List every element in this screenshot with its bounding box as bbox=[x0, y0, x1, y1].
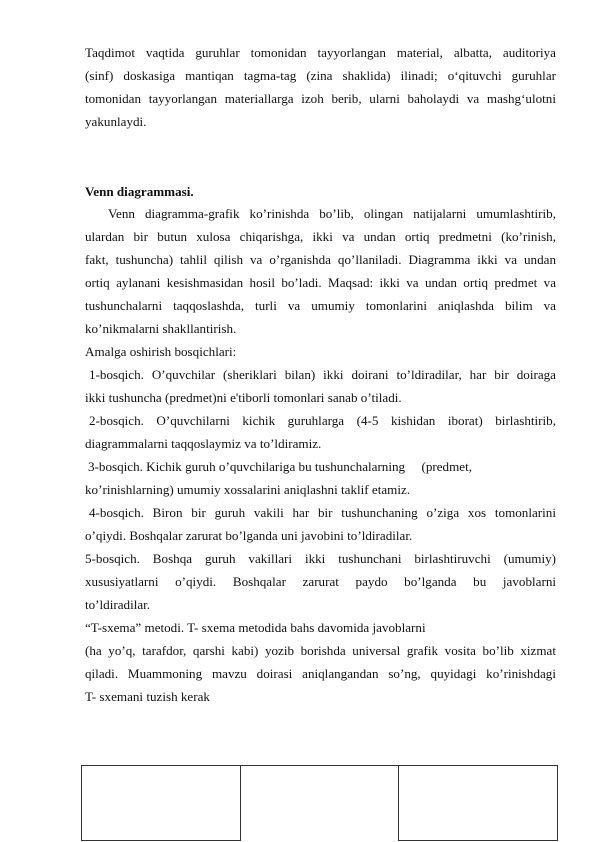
table-bottom-right-border bbox=[398, 840, 557, 841]
step1-line-1: 1-bosqich. O’quvchilar (sheriklari bilan) ikki doirani to’ldiradilar, har bir doiraga bbox=[89, 367, 556, 382]
intro-line-4: yakunlaydi. bbox=[85, 114, 147, 129]
step3-line-2: ko’rinishlarning) umumiy xossalarini aniqlashni taklif etamiz. bbox=[85, 482, 411, 497]
table-divider-right bbox=[398, 766, 399, 841]
step5-line-2: xususiyatlarni o’qiydi. Boshqalar zarurat paydo bo’lganda bu javoblarni bbox=[85, 574, 556, 589]
venn-line-6: ko’nikmalarni shakllantirish. bbox=[85, 321, 237, 336]
t-schema-table bbox=[81, 765, 558, 841]
step4-line-2: o’qiydi. Boshqalar zarurat bo’lganda uni javobini to’ldiradilar. bbox=[85, 528, 413, 543]
intro-line-1: Taqdimot vaqtida guruhlar tomonidan tayyorlangan material, albatta, auditoriya bbox=[85, 45, 556, 60]
table-bottom-left-border bbox=[82, 840, 240, 841]
intro-line-2: (sinf) doskasiga mantiqan tagma-tag (zina shaklida) ilinadi; o‘qituvchi guruhlar bbox=[85, 68, 556, 83]
step5-line-1: 5-bosqich. Boshqa guruh vakillari ikki tushunchani birlashtiruvchi (umumiy) bbox=[85, 551, 556, 566]
step4-line-1: 4-bosqich. Biron bir guruh vakili har bir tushunchaning o’ziga xos tomonlarini bbox=[89, 505, 556, 520]
tschema-title: “T-sxema” metodi. T- sxema metodida bahs davomida javoblarni bbox=[85, 620, 426, 635]
tschema-line-3: T- sxemani tuzish kerak bbox=[85, 689, 210, 704]
step2-line-1: 2-bosqich. O’quvchilarni kichik guruhlarga (4-5 kishidan iborat) birlashtirib, bbox=[89, 413, 556, 428]
intro-line-3: tomonidan tayyorlangan materiallarga izoh berib, ularni baholaydi va mashg‘ulotni bbox=[85, 91, 556, 106]
step3-line-1: 3-bosqich. Kichik guruh o’quvchilariga bu tushunchalarning (predmet, bbox=[88, 459, 472, 474]
venn-line-1: Venn diagramma-grafik ko’rinishda bo’lib, olingan natijalarni umumlashtirib, bbox=[108, 206, 556, 221]
tschema-line-2: qiladi. Muammoning mavzu doirasi aniqlangandan so’ng, quyidagi ko’rinishdagi bbox=[85, 666, 556, 681]
step2-line-2: diagrammalarni taqqoslaymiz va to’ldiramiz. bbox=[85, 436, 322, 451]
venn-heading: Venn diagrammasi. bbox=[85, 184, 194, 199]
step1-line-2: ikki tushuncha (predmet)ni e'tiborli tomonlari sanab o’tiladi. bbox=[85, 390, 402, 405]
table-divider-left bbox=[240, 766, 241, 841]
steps-title: Amalga oshirish bosqichlari: bbox=[85, 344, 237, 359]
venn-line-3: fakt, tushuncha) tahlil qilish va o’rganishda qo’llaniladi. Diagramma ikki va undan bbox=[85, 252, 556, 267]
venn-line-2: ulardan bir butun xulosa chiqarishga, ikki va undan ortiq predmetni (ko’rinish, bbox=[85, 229, 556, 244]
venn-line-4: ortiq aylanani kesishmasidan hosil bo’ladi. Maqsad: ikki va undan ortiq predmet va bbox=[85, 275, 556, 290]
tschema-line-1: (ha yo’q, tarafdor, qarshi kabi) yozib borishda universal grafik vosita bo’lib xizmat bbox=[85, 643, 556, 658]
step5-line-3: to’ldiradilar. bbox=[85, 597, 151, 612]
venn-line-5: tushunchalarni taqqoslashda, turli va umumiy tomonlarini aniqlashda bilim va bbox=[85, 298, 556, 313]
